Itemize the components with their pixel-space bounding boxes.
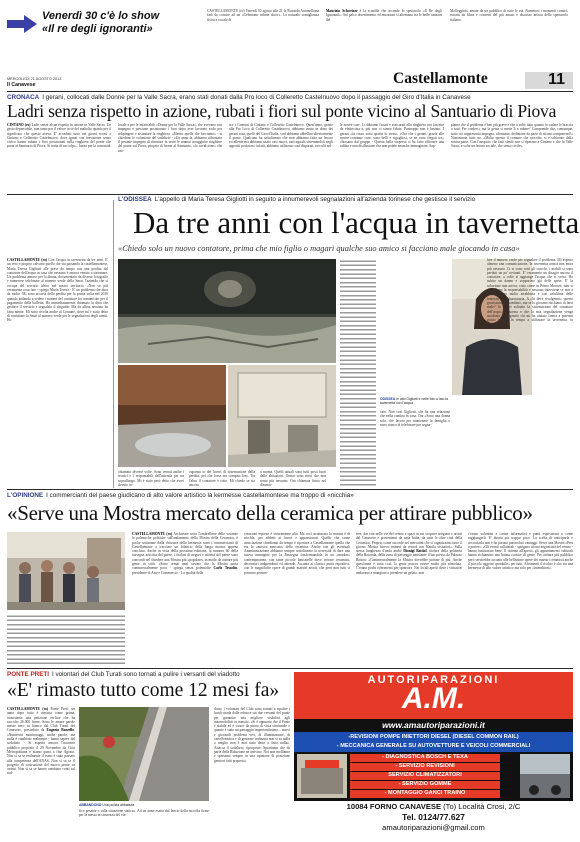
ad-line2: - MECCANICA GENERALE SU AUTOVETTURE E VEICOLI COMMERCIALI (336, 743, 531, 749)
ad-website[interactable]: www.amautoriparazioni.it (382, 720, 485, 730)
art3-rule (7, 668, 573, 669)
section-title: Castellamonte (393, 70, 488, 87)
art1-headline: Ladri senza rispetto in azione, rubati i fiori sul ponte vicino al Santuario di Piova (7, 101, 557, 121)
art3-col4: c'erano volantini e carine informativi e punti esposizioni o come raggiungerli. E' durata poi troppo poco. La scelta di anticiparla e accorciarla non è ha portato particolari vantaggi. Serve una Mostra «Pret a porter». «Gli eventi collaterali - spiegano alcuni negozianti del centro - hanno funzionato bene. Il cinema all'aperto, gli appuntamenti culturali hanno richiamato una buona cornice di gente. Per attirare più pubblico però servirebbe accanto alle bellissime opere dei maestri ceramisti anche il piccolo oggetto «potabile» per tutti. Altrimenti il rischio è che sia una kermesse di alto valore artistico ma solo per «intenditori». (468, 532, 573, 571)
ad-service-item: - SERVIZIO GOMME (350, 781, 500, 789)
promo-title (42, 10, 200, 36)
art2-rule (7, 489, 573, 490)
issue-date: MERCOLEDÌ 21 AGOSTO 2013 (7, 77, 62, 81)
art2-col-divider (113, 200, 114, 488)
ad-line1: -REVISIONI POMPE INIETTORI DIESEL (DIESEL COMMON RAIL) (348, 734, 519, 740)
art1-col2: locale e per le infaticabili «Donne per la Valle Sacra», che avevano con impegno e passione posizionato i fiori dopo aver lavorato sodo per ridipingere e sistemare la ringhiera. «Mettiti quelle che facciamo» - si chiedono le volontarie del sodalizio - «Un anno fa, abbiamo affrontato il pesante impegno di ritornare in sesto le oramai arrugginite ringhiere del ponte sul Piova, proprio di fronte al Santuario, «lo cavalcione» che uni- (118, 123, 222, 153)
art3-col3: tere, dar vita nelle vie del centro a spazi in cui scoprire artigiani e artisti del Canavese e provenienti da tutta Italia, da tutte le altre città della Ceramica. Proprio come succede nei mercatini che si organizzano tutto il giorno. Mostra facevo numeri da record con 60mila visitatori». Sulla stessa lunghezza d'onda anche Dionigi Battiol, titolare della gelateria della Rotonda, della zona di passeggio antistante il bar presso da Palazzo Botton: «Commercialmente la Mostra dovrebbe portare di più. Anche quest'anno è stata così, la gente poteva essere molto più stimolata. C'erano pochi riferimenti per sponsors. Nei locali aperti dove i visitatori andavano a mangiare o prendere un gelato, non (356, 532, 462, 575)
ad-workshop-photo-left (297, 754, 347, 798)
art1-col1: CINTANO (ro) Ladri senza alcun rispetto in azione in Valle Sacra. Un gesto deprecabile, non tanto per il valore in sé del maltolto quanto per il significato che questo aveva. E' accaduto tutto nei giorni scorsi a Cintano e Colleretto Castelnuovo, dove ignoti con inesistente senso civico hanno rubato i fiori posizionati sulla ringhiera del ponte che porta al Santuario di Piova. Si tratta di un colpo... basso per la comunità (7, 123, 112, 149)
ad-brand: AUTORIPARAZIONI (367, 674, 500, 686)
promo-text-col3: Molleggiato, amate da un pubblico di tutte le età. Numerosi i momenti comici, estratti da films e concerti del più amato e discusso artista dello spettacolo italiano. (450, 9, 568, 22)
art1-col4: le nostre case. Li abbiamo fissati e assicurati alla ringhiera con fascette da elettricista e, più non ci siamo fidate. Purtroppo non è bastato. I gerani «in rosa» sono spariti lo stesso. «Ora che i gerani, grazie alle nostre continue cure, sono belli e rigogliosi, se ne sono fregati tre» chiosano dal gruppo - Questa bella sorpresa ci ha fatto affiorare una rabbia e una disillusione che non potete neanche immaginare. Sap- (340, 123, 444, 149)
art1-col5: piamo che il problema è ben più grave e che a volte tutto quanto fa cadere le braccia a tutti. Per crederci, ma la gente si mette lì a rubare? Comprende che, comunque, tutto ciò rappresenta impegno, altruismo, dedizione da parte di alcuni componenti?» Nonostante tutto no. «Molto questo il comune che raccolto, si è schierato dalla nostra parte. Con l'auspicio che fatti simili non si ripetano a Cintano e che la Valle Sacra, a volte un lavoro sociale, che senso civile». (451, 123, 573, 149)
ad-service-item: - SERVIZIO REVISIONI (350, 763, 500, 771)
art4-caption: ABBANDONO Una pulizia abbattuta (79, 803, 135, 807)
masthead-rule (7, 91, 573, 92)
page-number: 11 (548, 71, 565, 88)
paper-name: Il Canavese (7, 82, 36, 88)
art3-col2: creazioni esposte è sicuramente alta. Ma così strutturata la mostra è di nicchia, per addetti ai lavori e appassionati. Quello che come associazione chiediamo da tempo è riportare a Castellamonte quella che era la «mostra mercato» della ceramica. Anche con gli eventuali Amministrazione abbiamo sempre sottolineato la necessità di dare una nuova immagine per la Rassegna trasformandola in un «market» contemporaneo, con tante piccole bancarelle dove trovare ceramisti, decoratori indipendenti ed aziende. Accanto ai classici punti espositivi, con le magnifiche opere di grandi maestri artisti, che però non tutti si possono permet- (244, 532, 350, 575)
art1-rule (7, 194, 573, 195)
promo-text-col1: CASTELLAMONTE (ro) Venerdì 30 agosto alle 21 la Rotonda Antonelliana farà da cornice ad un «Celentano tribute show». La naturale somiglianza fisica e vocale di (207, 9, 319, 22)
art2-col3: cuparmi io dei lavori di sistemazione della perdita, poi che forse era compito loro. Tra l'altro il contatore è rotto. Mi chiedo se sia ancora (189, 470, 255, 487)
art3-kicker: L'OPINIONE I commercianti del paese giudicano di alto valore artistico la kermesse castellamontese ma troppo di «nicchia» (7, 492, 354, 499)
art4-col3: dotto, i volontari del Club sono tornati a ripulire i bordi strada dalle erbacce sui due versanti del ponte per garantire una migliore visibilità agli automobilisti in transito. «Si è appurato che il Ponte è stabile ed è sicuro da punto di vista strutturale e quanto è stato un passaggio importantissimo... nuovi e giovanili problemi vivi, di illuminazione, di cartellonistica e di gestione ordinaria non si sa nulla o meglio non è mai stato detto o fatto nulla». Attacca il sodalizio, riproposte. Sportiamo che da parte della Riduzione ne arrivino. Noi non molliamo e speriamo sempre in uno opinione di posizione genitori fatti proposti». (214, 707, 290, 763)
promo-arrow-icon (7, 15, 37, 33)
art4-headline: «E' rimasto tutto come 12 mesi fa» (7, 680, 280, 701)
art2-col1: CASTELLAMONTE (ro) Con l'acqua in tavernetta da tre anni. E' un vero e proprio calvario quello che sta passando la castellamontese, Maria Teresa Gigliotti alle prese da tempo con una perdita dal contatore dell'acqua in casa che nessuno è ancora venuto a sistemare. Un problema annoso per la donna, documentato da diverse fotografie e numerose telefonate al numero verde della Smat, l'azienda che si occupa del servizio idrico nel nostro territorio. «Non so più veramente cosa fare - spiega Maria Teresa - E' un problema che dura da molto. Mi sono accorta della perdita per la prima volta nel 2010 quando andando a vedere i numeri del contatore ha comunicato per il pagamento della bolletta. Ho immediatamente chiamato la ditta che gestisce il servizio e segnalato il disguido. Ma da allora nessuno ha fatto niente. Mi sono rivolta anche al Comune, dove mi è stato detto di contattare la Smat al numero verde per le segnalazioni degli utenti. Ho (7, 258, 108, 323)
art4-col2: fico pesante o sulla situazione statica». Ad un anno esatto dal lancio della raccolta firme per la messa in sicurezza del via- (79, 809, 209, 818)
art4-kicker: PONTE PRETI I volontari del Club Turati sono tornati a pulire i versanti del viadotto (7, 671, 240, 678)
art2-kicker: L'ODISSEA L'appello di Maria Teresa Gigliotti in seguito a innumerevoli segnalazioni all'azienda torinese che gestisce il servizio (118, 196, 476, 203)
ad-phone[interactable]: Tel. 0124/77.627 (402, 812, 465, 822)
art2-headline: Da tre anni con l'acqua in tavernetta (133, 205, 580, 240)
page-number-box (525, 72, 573, 89)
ad-address: 10084 FORNO CANAVESE (To) Località Crosi, 2/C (346, 802, 521, 811)
art3-headline: «Serve una Mostra mercato della ceramica per attirare pubblico» (7, 501, 533, 525)
promo-text-col2: Maurizio Schweizer è la scintilla che accende lo spettacolo «Il Re degli Ignoranti». Sul palco divertimento ed emozioni si alternano tra le belle canzoni del (326, 9, 442, 22)
art3-filler-under-photo (7, 614, 125, 666)
ad-workshop-photo-right (520, 754, 570, 798)
art1-col3: sce i Comuni di Cintano e Colleretto Castelnuovo. Quest'anno, grazie alla Pro Loco di Colleretto Castelnuovo, abbiamo avuto in dono dei gerani rosa, quelli del Giro d'Italia, così abbiamo abbellito ulteriormente il ponte. Qualcuno ha sottolineato che non abbiamo fatto un lavoro eccellente ma abbiamo usato vasi nuovi, tutti uguali, sistemandoli negli appositi portavasi; infatti, abbiamo utilizzato vasi disparati, raccolti nel- (229, 123, 333, 149)
art2-subhead: «Chiedo solo un nuovo contatore, prima che mio figlio o magari qualche suo amico si facciano male giocando in casa» (118, 244, 520, 253)
ponte-preti-photo (79, 707, 209, 801)
art1-kicker: CRONACA I gerani, collocati dalle Donne per la Valle Sacra, erano stati donati dalla Pro loco di Colleretto Castelnuovo dopo il passaggio del Giro d'Italia in Canavese (7, 94, 471, 101)
art2-col5: cato. Non cosi Gigliotti, che ha una relazione che nella cantina in casa. Ora «Sono una donna sola, che lavora per mantenere la famiglia e sono stanca di telefonare per segna- (380, 410, 450, 427)
ad-service-item: SERVIZIO CLIMATIZZATORI (350, 772, 500, 780)
advertisement-am-autoriparazioni[interactable] (294, 672, 573, 836)
ad-logo: A.M. (401, 682, 466, 715)
ad-service-item: - DIAGNOSTICA BOSCH E TEXA (350, 754, 500, 762)
art3-col1: CASTELLAMONTE (ro) Archiviate sotto l'ombrellone delle vacanze le polemiche politiche sull'andamento della Mostra della Ceramica, è poche settimane dalla chiusura della kermesse sono i commercianti di Castellamonte a tracciare un bilancio della lunga mostra appena conclusa. Anche in vista della prossima edizione, la numero 60 della rassegna artistica del paese, i titolari di negozi e attività del paese sono concordi nel chiedere una Mostra più «popolare» in modo da attirare più gente in città. «Sono ormai anni orsono che la Mostra porta commercialmente poco - spiega senza polemiche Carlo Tessolin, presidente di Arte e Commercio - La qualità delle (132, 532, 239, 575)
tavernetta-photo-right (228, 365, 336, 467)
promo-artist-name: Maurizio Schweizer (326, 9, 358, 13)
ad-service-list (350, 754, 500, 798)
ad-email[interactable]: amautoriparazioni@gmail.com (382, 823, 485, 832)
art4-col1: CASTELLAMONTE (ro) Ponte Preti: un anno dopo tutto è rimasto come prima, nonostante una petizione on-line che ha raccolto 26.000 firme. Sono le amare parole messe nero su bianco dal Club Turati dei Canavese, presieduto da Eugenio Bozzello. «Numerosi monitoraggi, molte parole, ma nulla è cambiato realmente - fanno sapere dal sodalizio - Si aspetta ancora l'incontro pubblico proposto il 29 Novembre da Città Metropolitana e siamo quasi a fine Agosto. Non si sa se realmente il tratto è stato passato alla competenza dell'ANAS. Non si sa se il progetto di costruzione del nuovo ponte va avanti. Non si sa se hanno cambiato conti sul traf- (7, 707, 75, 776)
tavernetta-photo-large (118, 259, 336, 363)
art2-filler-text (340, 259, 376, 487)
ad-service-item: - MONTAGGIO GANCI TRAINO (350, 790, 500, 798)
mostra-ceramica-photo (7, 532, 125, 610)
art2-col6: lare il numero verde per segnalare il problema. Mi aspetto almeno una comunicazione. In tavernetta ormai non entra più nessuno. Ci si sono rotti gli stucchi, i mobili si sono perduti un po' rovinati. E' veramente un disagio ancora il contatore, a volte si aggiunge l'acqua che si versa. Ho subito un danno e sopportato già delle spese. E' la soluzione non arriva, visto come in Prima Moravit, tutti si rimpallano la responsabilità e nessuno interviene se non a parole. Sono molto arrabbiata e con un'ultima delle lentezza della burocrazia. A chi deve rivolgermi» questo gravissimo un bambino, ma se lo giocano rischiano di farsi male? Io vorrei soltanto la sistemazione del contatore dell'acqua in norma e che la mia segnalazione venga ascoltata. E ringrazio chi mi ha aiutato finora a potermi giusto meglio in tempo a utilizzare la tavernetta, in sicurezza». (487, 258, 573, 327)
art2-caption: ODISSEA In alto Gigliotti e nelle foto a lato la tavernetta con l'acqua (380, 397, 449, 405)
tavernetta-photo-left (118, 365, 226, 467)
art2-col2: chiamato diverse volte. Sono venuti anche i tecnici e i responsabili dell'azienda per un sopralluogo. Mi è stato però detto che avrei dovuto oc- (118, 470, 184, 487)
art2-col4: a norma. Quelli attuali sono tutti posti fuori dalle abitazioni. Ormai sono mesi che non sento più nessuno. Ora chiamata finita nel dimenti- (260, 470, 326, 487)
promo-title-line2: «Il re degli ignoranti» (42, 23, 153, 35)
promo-title-line1: Venerdì 30 c'è lo show (42, 10, 160, 22)
